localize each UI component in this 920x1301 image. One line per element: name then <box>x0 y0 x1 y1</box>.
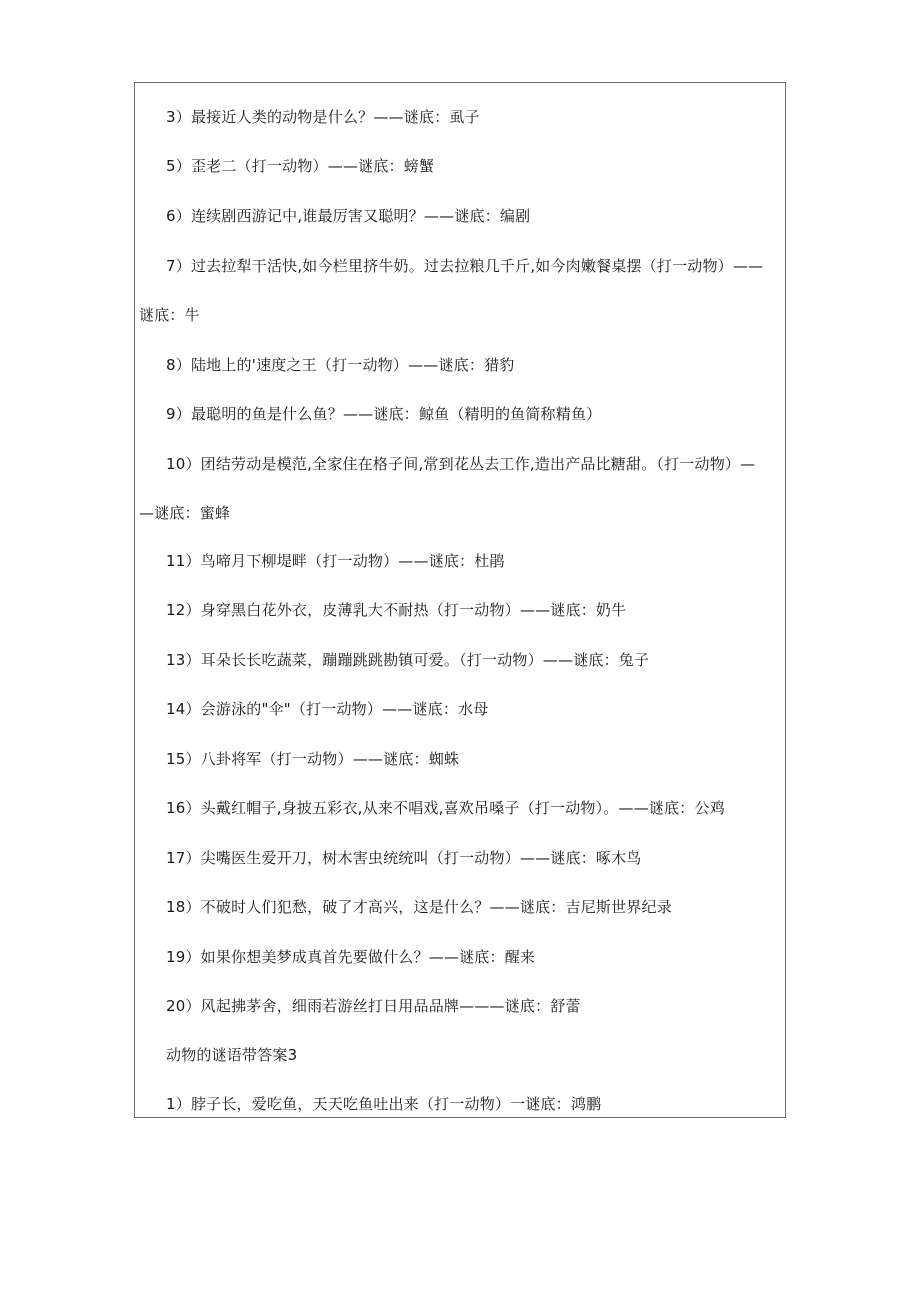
riddle-line-5: 5）歪老二（打一动物）——谜底：螃蟹 <box>166 157 435 175</box>
riddle-line-7: 7）过去拉犁干活快,如今栏里挤牛奶。过去拉粮几千斤,如今肉嫩餐桌摆（打一动物）—— <box>166 257 764 275</box>
riddle-line-6: 6）连续剧西游记中,谁最厉害又聪明？——谜底：编剧 <box>166 207 531 225</box>
riddle-line-3: 3）最接近人类的动物是什么？——谜底：虱子 <box>166 108 480 126</box>
riddle-line-16: 16）头戴红帽子,身披五彩衣,从来不唱戏,喜欢吊嗓子（打一动物）。——谜底：公鸡 <box>166 799 725 817</box>
riddle-line-19: 19）如果你想美梦成真首先要做什么？——谜底：醒来 <box>166 948 536 966</box>
riddle-line-17: 17）尖嘴医生爱开刀，树木害虫统统叫（打一动物）——谜底：啄木鸟 <box>166 849 642 867</box>
riddle-line-13: 13）耳朵长长吃蔬菜，蹦蹦跳跳勘镇可爱。（打一动物）——谜底：兔子 <box>166 651 650 669</box>
riddle-line-12: 12）身穿黑白花外衣，皮薄乳大不耐热（打一动物）——谜底：奶牛 <box>166 601 627 619</box>
riddle-line-7-cont: 谜底：牛 <box>139 306 200 324</box>
riddle-line-1: 1）脖子长，爱吃鱼，天天吃鱼吐出来（打一动物）一谜底：鸿鹏 <box>166 1095 602 1113</box>
riddle-line-8: 8）陆地上的'速度之王（打一动物）——谜底：猎豹 <box>166 356 515 374</box>
section-heading: 动物的谜语带答案3 <box>166 1046 298 1064</box>
riddle-line-15: 15）八卦将军（打一动物）——谜底：蜘蛛 <box>166 750 460 768</box>
riddle-line-20: 20）风起拂茅舍，细雨若游丝打日用品品牌———谜底：舒蕾 <box>166 997 581 1015</box>
riddle-line-10-cont: —谜底：蜜蜂 <box>139 504 231 522</box>
riddle-line-11: 11）鸟啼月下柳堤畔（打一动物）——谜底：杜鹃 <box>166 552 505 570</box>
riddle-line-18: 18）不破时人们犯愁，破了才高兴，这是什么？——谜底：吉尼斯世界纪录 <box>166 898 672 916</box>
riddle-line-10: 10）团结劳动是模范,全家住在格子间,常到花丛去工作,造出产品比糖甜。（打一动物）— <box>166 455 756 473</box>
riddle-line-14: 14）会游泳的"伞"（打一动物）——谜底：水母 <box>166 700 489 718</box>
riddle-line-9: 9）最聪明的鱼是什么鱼？——谜底：鲸鱼（精明的鱼简称精鱼） <box>166 405 602 423</box>
